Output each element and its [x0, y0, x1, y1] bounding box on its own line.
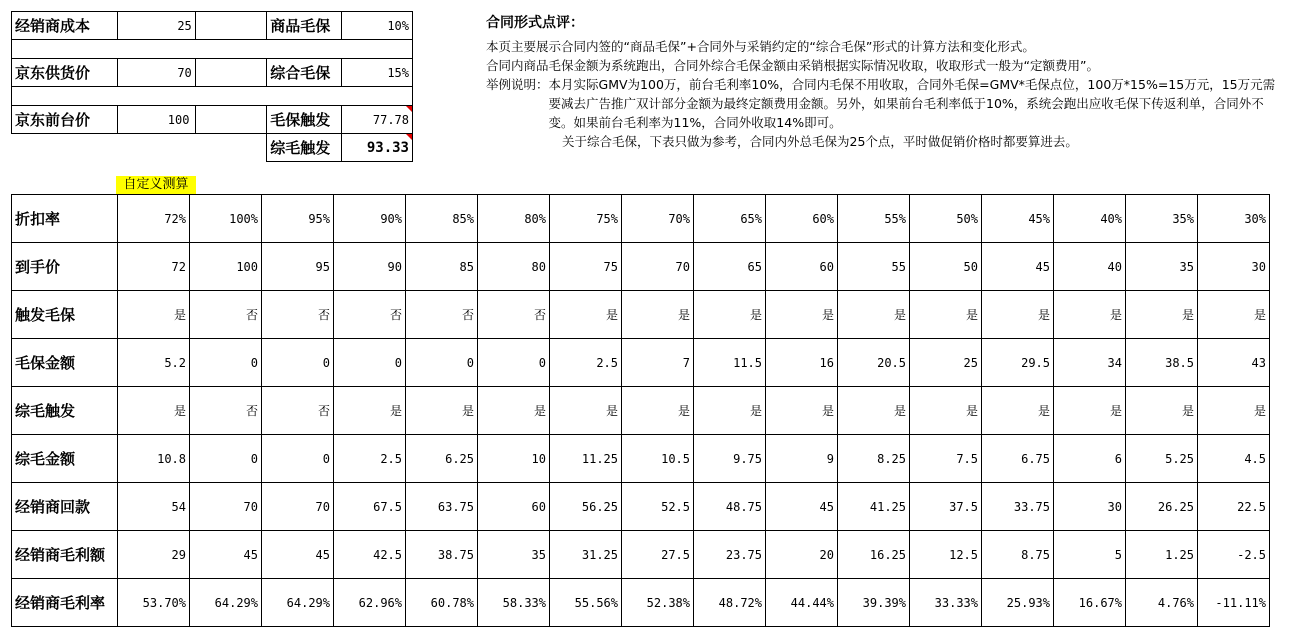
- grid-cell[interactable]: 9: [766, 435, 838, 483]
- grid-row: [12, 291, 1270, 339]
- row-label: 触发毛保: [12, 291, 118, 339]
- grid-cell[interactable]: 是: [982, 387, 1054, 435]
- grid-cell[interactable]: 否: [190, 291, 262, 339]
- grid-cell[interactable]: 6.25: [406, 435, 478, 483]
- grid-cell[interactable]: 20.5: [838, 339, 910, 387]
- summary-table: [11, 11, 413, 162]
- jd-supply-cell[interactable]: 70: [117, 59, 195, 87]
- grid-cell[interactable]: 65: [694, 243, 766, 291]
- goods-margin-cell[interactable]: 10%: [342, 12, 413, 40]
- grid-cell[interactable]: 38.5: [1126, 339, 1198, 387]
- grid-cell[interactable]: 是: [910, 291, 982, 339]
- grid-row: [12, 435, 1270, 483]
- grid-cell[interactable]: 0: [478, 339, 550, 387]
- grid-cell[interactable]: 55.56%: [550, 579, 622, 627]
- margin-trigger-label: 毛保触发: [267, 106, 342, 134]
- grid-cell[interactable]: 70: [262, 483, 334, 531]
- grid-cell[interactable]: 是: [1198, 387, 1270, 435]
- grid-cell[interactable]: 25: [910, 339, 982, 387]
- grid-cell[interactable]: 26.25: [1126, 483, 1198, 531]
- row-label: 经销商毛利额: [12, 531, 118, 579]
- grid-cell[interactable]: 58.33%: [478, 579, 550, 627]
- discount-grid: [11, 194, 1270, 627]
- empty-cell[interactable]: [195, 106, 266, 134]
- grid-cell[interactable]: 1.25: [1126, 531, 1198, 579]
- grid-cell[interactable]: 100%: [190, 195, 262, 243]
- grid-cell[interactable]: 64.29%: [190, 579, 262, 627]
- grid-cell[interactable]: 42.5: [334, 531, 406, 579]
- grid-cell[interactable]: 22.5: [1198, 483, 1270, 531]
- grid-cell[interactable]: 16.67%: [1054, 579, 1126, 627]
- grid-cell[interactable]: 10.5: [622, 435, 694, 483]
- empty-cell: [12, 134, 118, 162]
- grid-cell[interactable]: 37.5: [910, 483, 982, 531]
- grid-cell[interactable]: 8.75: [982, 531, 1054, 579]
- blank-row: [12, 40, 413, 59]
- grid-cell[interactable]: 39.39%: [838, 579, 910, 627]
- grid-cell[interactable]: 70: [190, 483, 262, 531]
- notes-title: 合同形式点评：: [486, 15, 584, 31]
- grid-cell[interactable]: 11.5: [694, 339, 766, 387]
- grid-cell[interactable]: 33.33%: [910, 579, 982, 627]
- grid-cell[interactable]: 70: [622, 243, 694, 291]
- dealer-cost-cell[interactable]: 25: [117, 12, 195, 40]
- grid-cell[interactable]: 35: [478, 531, 550, 579]
- grid-cell[interactable]: 是: [118, 291, 190, 339]
- grid-cell[interactable]: 95%: [262, 195, 334, 243]
- grid-cell[interactable]: 75%: [550, 195, 622, 243]
- grid-cell[interactable]: 67.5: [334, 483, 406, 531]
- grid-cell[interactable]: 是: [766, 291, 838, 339]
- grid-cell[interactable]: 是: [406, 387, 478, 435]
- grid-cell[interactable]: 60.78%: [406, 579, 478, 627]
- grid-cell[interactable]: 是: [622, 291, 694, 339]
- contract-notes: [486, 14, 1286, 151]
- grid-cell[interactable]: 10.8: [118, 435, 190, 483]
- empty-cell[interactable]: [195, 12, 266, 40]
- notes-line-1: 本页主要展示合同内签的“商品毛保”+合同外与采销约定的“综合毛保”形式的计算方法和变化形式。: [486, 39, 1035, 54]
- grid-cell[interactable]: 70%: [622, 195, 694, 243]
- grid-cell[interactable]: 45%: [982, 195, 1054, 243]
- grid-row: [12, 339, 1270, 387]
- grid-cell[interactable]: 48.72%: [694, 579, 766, 627]
- grid-cell[interactable]: 0: [262, 339, 334, 387]
- grid-cell[interactable]: 是: [1126, 291, 1198, 339]
- grid-cell[interactable]: 是: [910, 387, 982, 435]
- grid-cell[interactable]: 否: [334, 291, 406, 339]
- grid-cell[interactable]: 是: [694, 387, 766, 435]
- grid-cell[interactable]: 50%: [910, 195, 982, 243]
- grid-cell[interactable]: 0: [334, 339, 406, 387]
- blank-row: [12, 87, 413, 106]
- grid-cell[interactable]: 2.5: [334, 435, 406, 483]
- combined-trigger-label: 综毛触发: [267, 134, 342, 162]
- grid-cell[interactable]: 31.25: [550, 531, 622, 579]
- grid-row: [12, 531, 1270, 579]
- grid-cell[interactable]: 95: [262, 243, 334, 291]
- grid-cell[interactable]: 85: [406, 243, 478, 291]
- grid-cell[interactable]: 否: [406, 291, 478, 339]
- grid-cell[interactable]: 5.25: [1126, 435, 1198, 483]
- grid-cell[interactable]: 55%: [838, 195, 910, 243]
- grid-cell[interactable]: 80: [478, 243, 550, 291]
- jd-supply-label: 京东供货价: [12, 59, 118, 87]
- grid-cell[interactable]: 43: [1198, 339, 1270, 387]
- grid-cell[interactable]: 60%: [766, 195, 838, 243]
- grid-cell[interactable]: 是: [550, 291, 622, 339]
- grid-cell[interactable]: 30%: [1198, 195, 1270, 243]
- grid-cell[interactable]: 50: [910, 243, 982, 291]
- grid-row: [12, 243, 1270, 291]
- grid-cell[interactable]: 16: [766, 339, 838, 387]
- grid-cell[interactable]: 是: [838, 291, 910, 339]
- dealer-cost-label: 经销商成本: [12, 12, 118, 40]
- grid-cell[interactable]: 7.5: [910, 435, 982, 483]
- empty-cell[interactable]: [195, 59, 266, 87]
- grid-cell[interactable]: 5: [1054, 531, 1126, 579]
- grid-cell[interactable]: 是: [1126, 387, 1198, 435]
- grid-cell[interactable]: 45: [190, 531, 262, 579]
- example-text: 本月实际GMV为100万，前台毛利率10%，合同内毛保不用收取，合同外毛保=GMV*毛保点位，100万*15%=15万元，15万元需要减去广告推广双计部分金额为最终定额费用金额。另外，如果前台毛利率低于10%，系统会跑出应收毛保下传返利单，合同外不变。如果前台毛利率为11%，合同外收取14%即可。: [548, 77, 1276, 130]
- empty-cell: [195, 134, 266, 162]
- grid-cell[interactable]: 45: [982, 243, 1054, 291]
- grid-cell[interactable]: 38.75: [406, 531, 478, 579]
- grid-cell[interactable]: 是: [622, 387, 694, 435]
- grid-cell[interactable]: 53.70%: [118, 579, 190, 627]
- grid-cell[interactable]: 否: [262, 291, 334, 339]
- grid-cell[interactable]: 是: [334, 387, 406, 435]
- combined-margin-cell[interactable]: 15%: [342, 59, 413, 87]
- grid-row: [12, 579, 1270, 627]
- grid-cell[interactable]: 62.96%: [334, 579, 406, 627]
- grid-cell[interactable]: 34: [1054, 339, 1126, 387]
- grid-cell[interactable]: 72%: [118, 195, 190, 243]
- grid-cell[interactable]: 41.25: [838, 483, 910, 531]
- notes-example: [486, 75, 1286, 132]
- grid-cell[interactable]: 7: [622, 339, 694, 387]
- grid-cell[interactable]: 35%: [1126, 195, 1198, 243]
- custom-calc-label: 自定义测算: [116, 176, 196, 194]
- grid-cell[interactable]: 30: [1054, 483, 1126, 531]
- grid-cell[interactable]: 是: [766, 387, 838, 435]
- grid-cell[interactable]: 64.29%: [262, 579, 334, 627]
- grid-cell[interactable]: 35: [1126, 243, 1198, 291]
- grid-cell[interactable]: 否: [262, 387, 334, 435]
- grid-cell[interactable]: 55: [838, 243, 910, 291]
- grid-cell[interactable]: 2.5: [550, 339, 622, 387]
- grid-cell[interactable]: 16.25: [838, 531, 910, 579]
- jd-front-label: 京东前台价: [12, 106, 118, 134]
- grid-cell[interactable]: 85%: [406, 195, 478, 243]
- grid-cell[interactable]: 6.75: [982, 435, 1054, 483]
- grid-cell[interactable]: 100: [190, 243, 262, 291]
- row-label: 经销商毛利率: [12, 579, 118, 627]
- grid-cell[interactable]: 是: [1054, 291, 1126, 339]
- grid-cell[interactable]: 80%: [478, 195, 550, 243]
- grid-cell[interactable]: 否: [478, 291, 550, 339]
- grid-cell[interactable]: 否: [190, 387, 262, 435]
- grid-cell[interactable]: 6: [1054, 435, 1126, 483]
- grid-cell[interactable]: 是: [982, 291, 1054, 339]
- combined-margin-label: 综合毛保: [267, 59, 342, 87]
- grid-cell[interactable]: 29: [118, 531, 190, 579]
- grid-cell[interactable]: 0: [262, 435, 334, 483]
- grid-cell[interactable]: 是: [1198, 291, 1270, 339]
- grid-cell[interactable]: 40%: [1054, 195, 1126, 243]
- grid-row: [12, 387, 1270, 435]
- jd-front-cell[interactable]: 100: [117, 106, 195, 134]
- row-label: 到手价: [12, 243, 118, 291]
- grid-cell[interactable]: 72: [118, 243, 190, 291]
- grid-cell[interactable]: 0: [406, 339, 478, 387]
- margin-trigger-cell[interactable]: 77.78: [342, 106, 413, 134]
- grid-cell[interactable]: -2.5: [1198, 531, 1270, 579]
- grid-cell[interactable]: 52.5: [622, 483, 694, 531]
- grid-cell[interactable]: 0: [190, 339, 262, 387]
- grid-cell[interactable]: 45: [766, 483, 838, 531]
- grid-cell[interactable]: 40: [1054, 243, 1126, 291]
- example-label: 举例说明：: [486, 77, 549, 92]
- grid-cell[interactable]: 27.5: [622, 531, 694, 579]
- grid-cell[interactable]: 25.93%: [982, 579, 1054, 627]
- grid-cell[interactable]: 48.75: [694, 483, 766, 531]
- grid-cell[interactable]: 45: [262, 531, 334, 579]
- grid-cell[interactable]: 是: [694, 291, 766, 339]
- grid-cell[interactable]: 44.44%: [766, 579, 838, 627]
- grid-cell[interactable]: 8.25: [838, 435, 910, 483]
- grid-cell[interactable]: 是: [838, 387, 910, 435]
- grid-cell[interactable]: 11.25: [550, 435, 622, 483]
- combined-trigger-cell[interactable]: 93.33: [342, 134, 413, 162]
- grid-cell[interactable]: 是: [1054, 387, 1126, 435]
- grid-cell[interactable]: 30: [1198, 243, 1270, 291]
- grid-cell[interactable]: 12.5: [910, 531, 982, 579]
- empty-cell: [117, 134, 195, 162]
- grid-cell[interactable]: 是: [550, 387, 622, 435]
- grid-cell[interactable]: 33.75: [982, 483, 1054, 531]
- row-label: 折扣率: [12, 195, 118, 243]
- notes-line-2: 合同内商品毛保金额为系统跑出，合同外综合毛保金额由采销根据实际情况收取，收取形式一般为“定额费用”。: [486, 58, 1099, 73]
- grid-cell[interactable]: 90: [334, 243, 406, 291]
- grid-cell[interactable]: -11.11%: [1198, 579, 1270, 627]
- grid-cell[interactable]: 10: [478, 435, 550, 483]
- grid-cell[interactable]: 23.75: [694, 531, 766, 579]
- grid-row: [12, 195, 1270, 243]
- grid-cell[interactable]: 20: [766, 531, 838, 579]
- grid-cell[interactable]: 60: [766, 243, 838, 291]
- grid-cell[interactable]: 29.5: [982, 339, 1054, 387]
- grid-row: [12, 483, 1270, 531]
- grid-cell[interactable]: 75: [550, 243, 622, 291]
- goods-margin-label: 商品毛保: [267, 12, 342, 40]
- grid-cell[interactable]: 是: [118, 387, 190, 435]
- row-label: 综毛触发: [12, 387, 118, 435]
- notes-line-3: 关于综合毛保，下表只做为参考，合同内外总毛保为25个点，平时做促销价格时都要算进去。: [562, 134, 1078, 149]
- grid-cell[interactable]: 65%: [694, 195, 766, 243]
- grid-cell[interactable]: 56.25: [550, 483, 622, 531]
- row-label: 综毛金额: [12, 435, 118, 483]
- grid-cell[interactable]: 60: [478, 483, 550, 531]
- grid-cell[interactable]: 是: [478, 387, 550, 435]
- grid-cell[interactable]: 63.75: [406, 483, 478, 531]
- grid-cell[interactable]: 4.76%: [1126, 579, 1198, 627]
- grid-cell[interactable]: 4.5: [1198, 435, 1270, 483]
- grid-cell[interactable]: 0: [190, 435, 262, 483]
- grid-cell[interactable]: 5.2: [118, 339, 190, 387]
- row-label: 经销商回款: [12, 483, 118, 531]
- row-label: 毛保金额: [12, 339, 118, 387]
- grid-cell[interactable]: 54: [118, 483, 190, 531]
- grid-cell[interactable]: 52.38%: [622, 579, 694, 627]
- grid-cell[interactable]: 90%: [334, 195, 406, 243]
- grid-cell[interactable]: 9.75: [694, 435, 766, 483]
